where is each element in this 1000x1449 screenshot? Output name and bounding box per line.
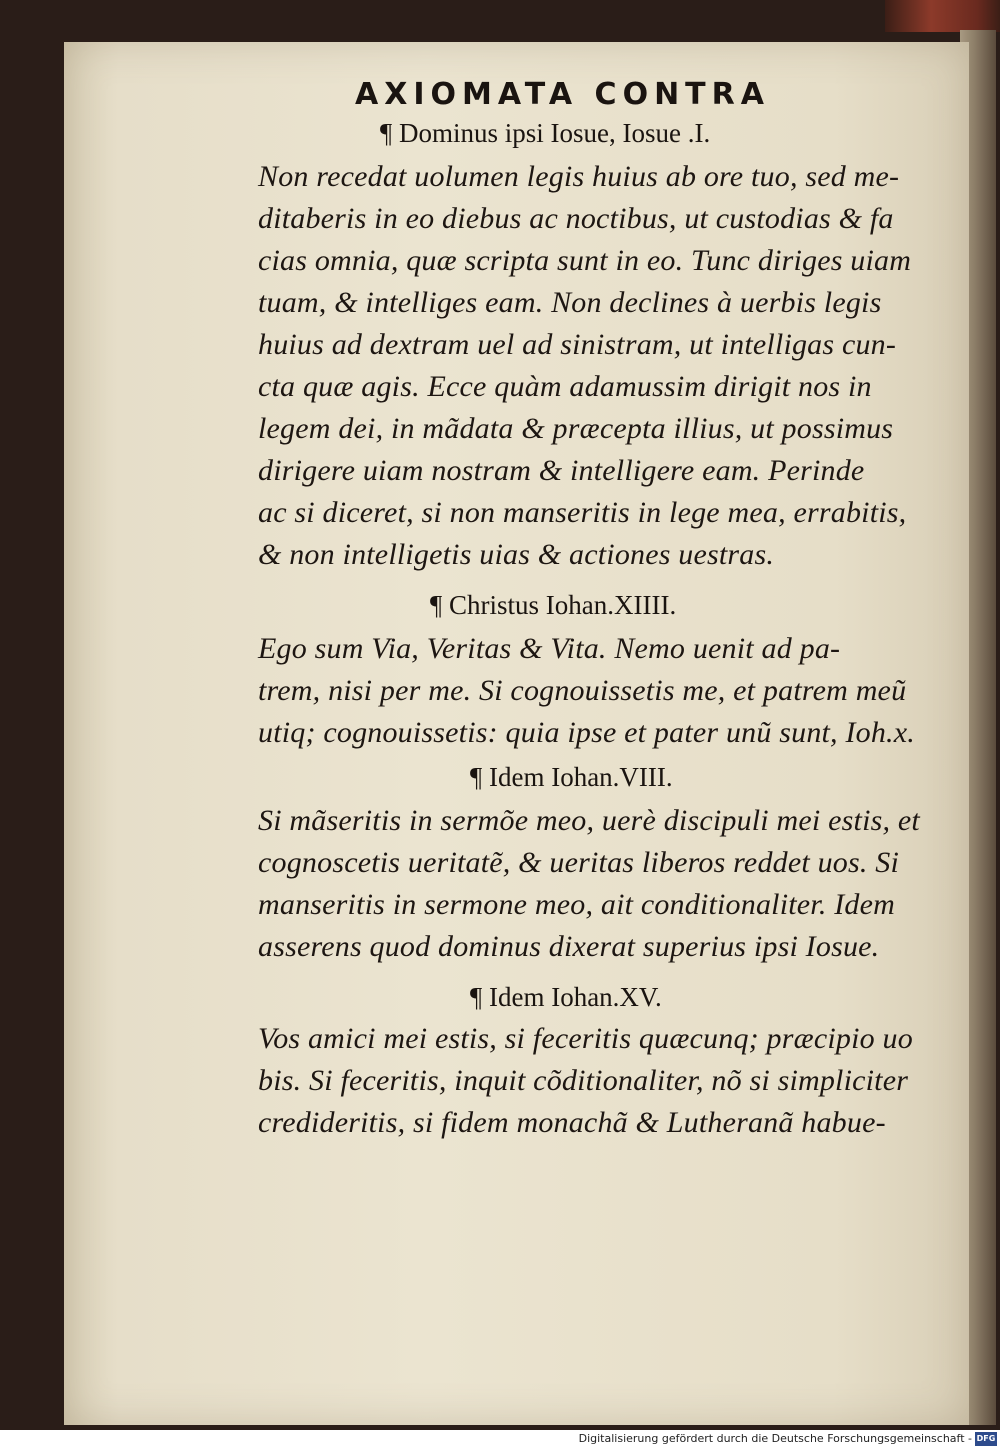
text-line: cias omnia, quæ scripta sunt in eo. Tunc diriges uiam (258, 244, 912, 277)
text-line: & non intelligetis uias & actiones uestras. (258, 538, 775, 571)
section-heading: ¶ Dominus ipsi Iosue, Iosue .I. (380, 118, 711, 148)
text-line: dirigere uiam nostram & intelligere eam. Perinde (258, 454, 865, 487)
dfg-logo: DFG (975, 1432, 997, 1446)
text-line: Non recedat uolumen legis huius ab ore tuo, sed me- (258, 160, 900, 193)
text-line: bis. Si feceritis, inquit cõditionaliter, nõ si simpliciter (258, 1064, 909, 1097)
text-line: manseritis in sermone meo, ait conditionaliter. Idem (258, 888, 896, 921)
text-line: huius ad dextram uel ad sinistram, ut intelligas cun- (258, 328, 897, 361)
text-line: asserens quod dominus dixerat superius ipsi Iosue. (258, 930, 880, 963)
binding-corner (885, 0, 1000, 32)
running-header: AXIOMATA CONTRA (355, 77, 770, 112)
text-line: tuam, & intelliges eam. Non declines à uerbis legis (258, 286, 882, 319)
text-line: Vos amici mei estis, si feceritis quæcunq; præcipio uo (258, 1022, 913, 1055)
text-line: ac si diceret, si non manseritis in lege mea, errabitis, (258, 496, 907, 529)
text-line: legem dei, in mãdata & præcepta illius, ut possimus (258, 412, 894, 445)
section-heading: ¶ Christus Iohan.XIIII. (430, 590, 677, 620)
text-line: Si mãseritis in sermõe meo, uerè discipuli mei estis, et (258, 804, 920, 837)
text-line: ditaberis in eo diebus ac noctibus, ut custodias & fa (258, 202, 894, 235)
text-line: utiq; cognouissetis: quia ipse et pater unũ sunt, Ioh.x. (258, 716, 915, 749)
text-line: cognoscetis ueritatẽ, & ueritas liberos reddet uos. Si (258, 846, 900, 879)
footer-credit: Digitalisierung gefördert durch die Deutsche Forschungsgemeinschaft - (578, 1432, 972, 1445)
text-line: Ego sum Via, Veritas & Vita. Nemo uenit ad pa- (258, 632, 841, 665)
section-heading: ¶ Idem Iohan.VIII. (470, 762, 673, 792)
section-heading: ¶ Idem Iohan.XV. (470, 982, 662, 1012)
text-line: credideritis, si fidem monachã & Lutheranã habue- (258, 1106, 886, 1139)
text-line: cta quæ agis. Ecce quàm adamussim dirigit nos in (258, 370, 872, 403)
text-line: trem, nisi per me. Si cognouissetis me, et patrem meũ (258, 674, 907, 707)
